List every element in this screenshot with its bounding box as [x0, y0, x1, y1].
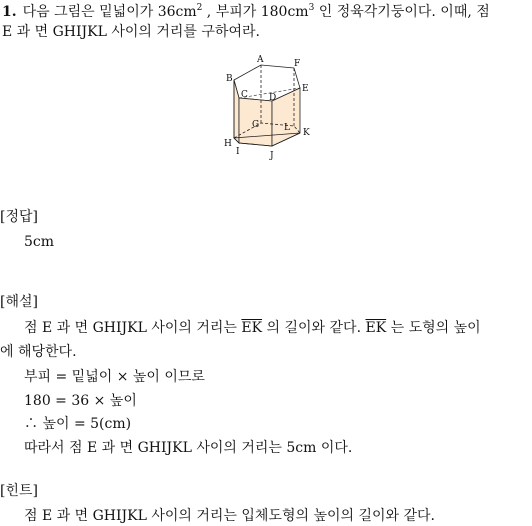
label-J: J — [270, 151, 274, 161]
question-text-c: 인 정육각기둥이다. 이때, 점 — [314, 4, 490, 20]
explanation-line-2: 에 해당한다. — [0, 344, 77, 360]
answer-heading: [정답] — [0, 209, 38, 225]
question-text-b: , 부피가 180cm — [202, 4, 309, 20]
label-F: F — [294, 59, 301, 69]
label-G: G — [252, 120, 260, 130]
hint-heading: [힌트] — [0, 483, 38, 499]
question-line-1 — [2, 2, 490, 22]
label-C: C — [241, 90, 248, 100]
segment-ek: $\overline{EK}$ — [241, 320, 263, 336]
side-face-bh — [234, 80, 239, 143]
explanation-line-4: 180 = 36 × 높이 — [24, 393, 137, 409]
label-D: D — [269, 93, 277, 103]
explanation-line-1 — [24, 318, 481, 338]
question-text-a: 다음 그림은 밑넓이가 36cm — [22, 4, 197, 20]
question-line-2: E 과 면 GHIJKL 사이의 거리를 구하여라. — [2, 24, 260, 40]
superscript-3: 3 — [308, 3, 315, 13]
label-I: I — [236, 147, 240, 157]
explanation-heading: [해설] — [0, 294, 38, 310]
hint-text: 점 E 과 면 GHIJKL 사이의 거리는 입체도형의 높이의 길이와 같다. — [24, 508, 435, 524]
label-B: B — [226, 74, 233, 84]
explanation-line-6: 따라서 점 E 과 면 GHIJKL 사이의 거리는 5cm 이다. — [24, 440, 353, 456]
answer-value: 5cm — [24, 234, 55, 250]
segment-ek-2: $\overline{EK}$ — [365, 320, 387, 336]
label-A: A — [257, 55, 264, 65]
label-E: E — [302, 84, 309, 94]
hexagonal-prism-figure — [220, 52, 330, 182]
explanation-text-c: 는 도형의 높이 — [386, 320, 481, 336]
explanation-line-3: 부피 = 밑넓이 × 높이 이므로 — [24, 369, 205, 385]
explanation-text-a: 점 E 과 면 GHIJKL 사이의 거리는 — [24, 320, 242, 336]
question-number: 1. — [2, 4, 17, 20]
label-L: L — [284, 123, 290, 133]
superscript-2: 2 — [196, 3, 203, 13]
explanation-text-b: 의 길이와 같다. — [262, 320, 366, 336]
label-H: H — [224, 139, 232, 149]
explanation-line-5: ∴ 높이 = 5(cm) — [24, 416, 132, 432]
label-K: K — [303, 128, 310, 138]
